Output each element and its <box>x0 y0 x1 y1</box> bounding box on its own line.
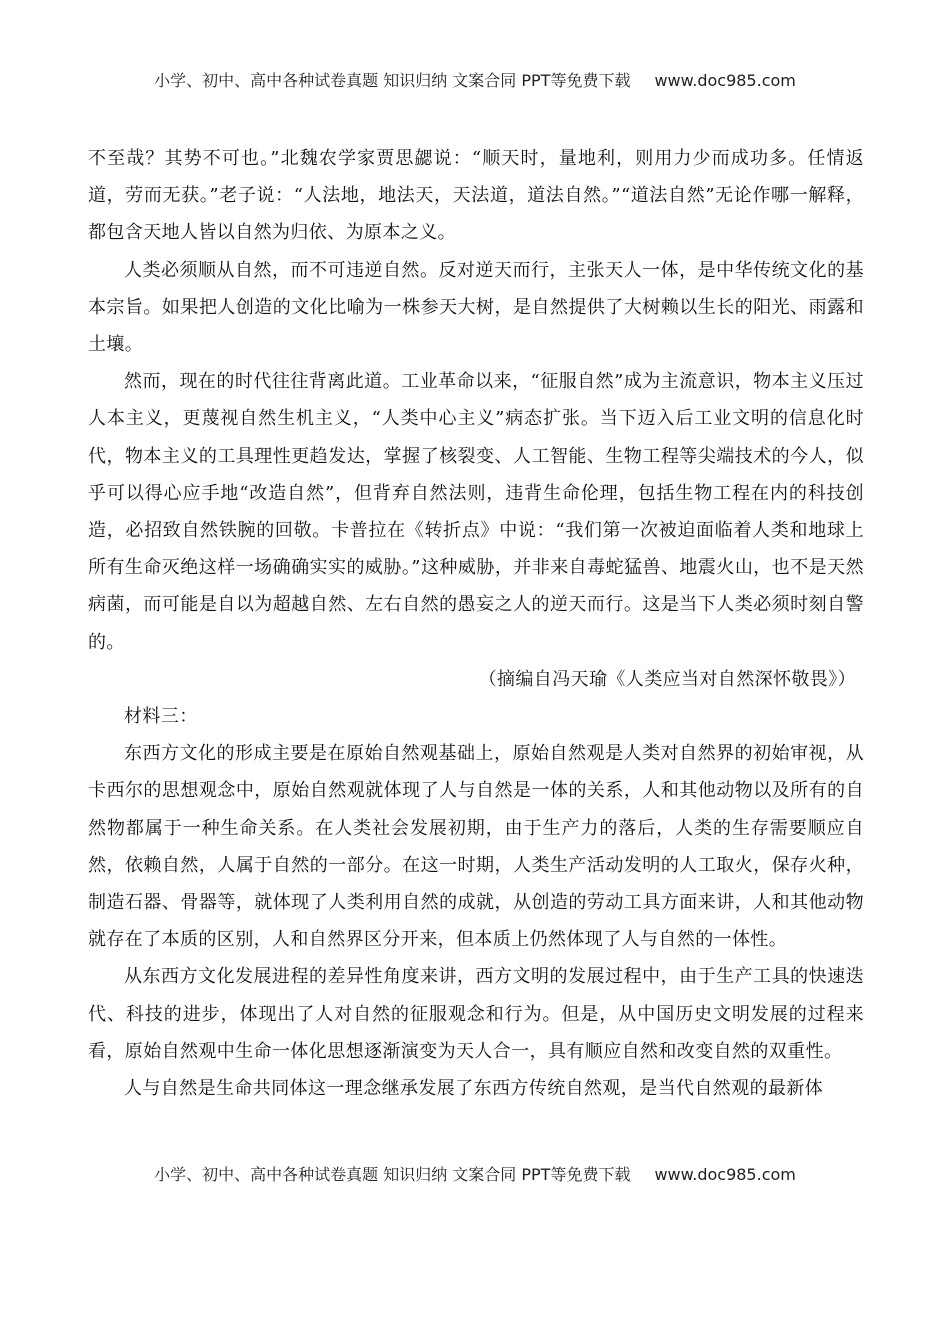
page-footer <box>0 1162 950 1185</box>
paragraph-6: 人与自然是生命共同体这一理念继承发展了东西方传统自然观，是当代自然观的最新体 <box>124 1078 824 1100</box>
paragraph-5: 从东西方文化发展进程的差异性角度来讲，西方文明的发展过程中，由于生产工具的快速迭代、科技的进步，体现出了人对自然的征服观念和行为。但是，从中国历史文明发展的过程来看，原始自然观中生命一体化思想逐渐演变为天人合一，具有顺应自然和改变自然的双重性。 <box>88 966 864 1062</box>
source-citation: （摘编自冯天瑜《人类应当对自然深怀敬畏》） <box>478 668 856 690</box>
footer-url-link[interactable]: www.doc985.com <box>654 1165 796 1184</box>
paragraph-4: 东西方文化的形成主要是在原始自然观基础上，原始自然观是人类对自然界的初始审视，从卡西尔的思想观念中，原始自然观就体现了人与自然是一体的关系，人和其他动物以及所有的自然物都属于一种生命关系。在人类社会发展初期，由于生产力的落后，人类的生存需要顺应自然，依赖自然，人属于自然的一部分。在这一时期，人类生产活动发明的人工取火，保存火种，制造石器、骨器等，就体现了人类利用自然的成就，从创造的劳动工具方面来讲，人和其他动物就存在了本质的区别，人和自然界区分开来，但本质上仍然体现了人与自然的一体性。 <box>88 743 864 951</box>
material-label: 材料三： <box>124 706 198 728</box>
paragraph-3: 然而，现在的时代往往背离此道。工业革命以来，“征服自然”成为主流意识，物本主义压过人本主义，更蔑视自然生机主义，“人类中心主义”病态扩张。当下迈入后工业文明的信息化时代，物本主义的工具理性更趋发达，掌握了核裂变、人工智能、生物工程等尖端技术的今人，似乎可以得心应手地“改造自然”，但背弃自然法则，违背生命伦理，包括生物工程在内的科技创造，必招致自然铁腕的回敬。卡普拉在《转折点》中说：“我们第一次被迫面临着人类和地球上所有生命灭绝这样一场确确实实的威胁。”这种威胁，并非来自毒蛇猛兽、地震火山，也不是天然病菌，而可能是自以为超越自然、左右自然的愚妄之人的逆天而行。这是当下人类必须时刻自警的。 <box>88 371 864 653</box>
paragraph-1: 不至哉？其势不可也。”北魏农学家贾思勰说：“顺天时，量地利，则用力少而成功多。任情返道，劳而无获。”老子说：“人法地，地法天，天法道，道法自然。”“道法自然”无论作哪一解释，都包含天地人皆以自然为归依、为原本之义。 <box>88 148 864 244</box>
footer-text: 小学、初中、高中各种试卷真题 知识归纳 文案合同 PPT等免费下载 <box>154 1165 631 1184</box>
document-body <box>88 140 864 1107</box>
header-url-link[interactable]: www.doc985.com <box>654 71 796 90</box>
paragraph-2: 人类必须顺从自然，而不可违逆自然。反对逆天而行，主张天人一体，是中华传统文化的基本宗旨。如果把人创造的文化比喻为一株参天大树，是自然提供了大树赖以生长的阳光、雨露和土壤。 <box>88 259 864 356</box>
header-text: 小学、初中、高中各种试卷真题 知识归纳 文案合同 PPT等免费下载 <box>154 71 631 90</box>
page-header <box>0 68 950 91</box>
